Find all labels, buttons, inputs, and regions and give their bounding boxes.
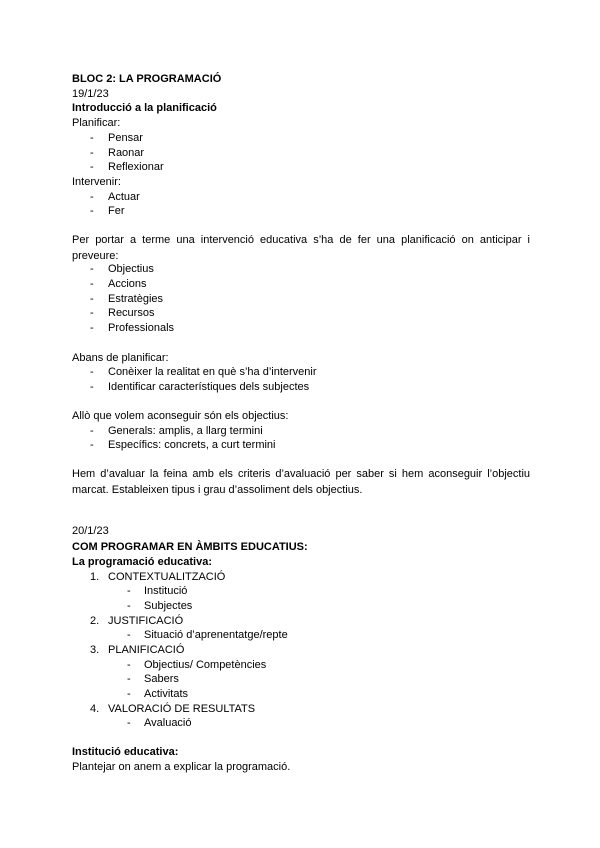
bullet-dash: - (90, 161, 94, 173)
section-title: VALORACIÓ DE RESULTATS (108, 703, 256, 715)
list-item: Objectius (108, 263, 154, 275)
bullet-dash: - (90, 439, 94, 451)
bullet-dash: - (90, 293, 94, 305)
list-item: Professionals (108, 322, 175, 334)
com-heading: COM PROGRAMAR EN ÀMBITS EDUCATIUS: (72, 541, 308, 553)
section-title: PLANIFICACIÓ (108, 644, 185, 656)
list-item: Avaluació (144, 717, 192, 729)
bullet-dash: - (127, 673, 131, 685)
list-item: Activitats (144, 688, 189, 700)
section-title: JUSTIFICACIÓ (108, 615, 184, 627)
list-item: Reflexionar (108, 161, 164, 173)
bullet-dash: - (127, 629, 131, 641)
planificar-label: Planificar: (72, 117, 121, 129)
list-item: Estratègies (108, 293, 164, 305)
section-number: 3. (90, 644, 100, 656)
bullet-dash: - (90, 425, 94, 437)
date-2: 20/1/23 (72, 525, 109, 537)
bullet-dash: - (90, 278, 94, 290)
paragraph-2: Hem d’avaluar la feina amb els criteris d’avaluació per saber si hem aconseguir l’objectiu marcat. Estableixen tipus i grau d’assoliment dels objectius. (72, 468, 530, 496)
list-item: Actuar (108, 191, 140, 203)
bullet-dash: - (127, 600, 131, 612)
bullet-dash: - (90, 381, 94, 393)
bloc-title: BLOC 2: LA PROGRAMACIÓ (72, 73, 222, 85)
bullet-dash: - (90, 205, 94, 217)
bullet-dash: - (127, 585, 131, 597)
list-item: Identificar característiques dels subjectes (108, 381, 310, 393)
list-item: Específics: concrets, a curt termini (108, 439, 276, 451)
prog-heading: La programació educativa: (72, 556, 212, 568)
list-item: Pensar (108, 132, 143, 144)
section-title: CONTEXTUALITZACIÓ (108, 571, 226, 583)
bullet-dash: - (127, 717, 131, 729)
bullet-dash: - (127, 659, 131, 671)
section-number: 2. (90, 615, 100, 627)
list-item: Objectius/ Competències (144, 659, 267, 671)
list-item: Conèixer la realitat en què s’ha d’intervenir (108, 366, 317, 378)
section-number: 4. (90, 703, 100, 715)
objectius-label: Allò que volem aconseguir són els objectius: (72, 410, 289, 422)
bullet-dash: - (90, 191, 94, 203)
bullet-dash: - (90, 366, 94, 378)
bullet-dash: - (127, 688, 131, 700)
intro-heading: Introducció a la planificació (72, 102, 217, 114)
list-item: Institució (144, 585, 188, 597)
list-item: Subjectes (144, 600, 193, 612)
list-item: Fer (108, 205, 125, 217)
list-item: Generals: amplis, a llarg termini (108, 425, 263, 437)
bullet-dash: - (90, 322, 94, 334)
abans-label: Abans de planificar: (72, 352, 169, 364)
paragraph-1: Per portar a terme una intervenció educativa s’ha de fer una planificació on anticipar i preveure: (72, 234, 530, 262)
institucio-text: Plantejar on anem a explicar la programació. (72, 761, 291, 773)
bullet-dash: - (90, 307, 94, 319)
intervenir-label: Intervenir: (72, 176, 121, 188)
date-1: 19/1/23 (72, 88, 109, 100)
list-item: Situació d’aprenentatge/repte (144, 629, 288, 641)
bullet-dash: - (90, 132, 94, 144)
list-item: Sabers (144, 673, 179, 685)
institucio-heading: Institució educativa: (72, 746, 179, 758)
list-item: Accions (108, 278, 147, 290)
list-item: Recursos (108, 307, 155, 319)
bullet-dash: - (90, 263, 94, 275)
bullet-dash: - (90, 147, 94, 159)
list-item: Raonar (108, 147, 145, 159)
section-number: 1. (90, 571, 100, 583)
